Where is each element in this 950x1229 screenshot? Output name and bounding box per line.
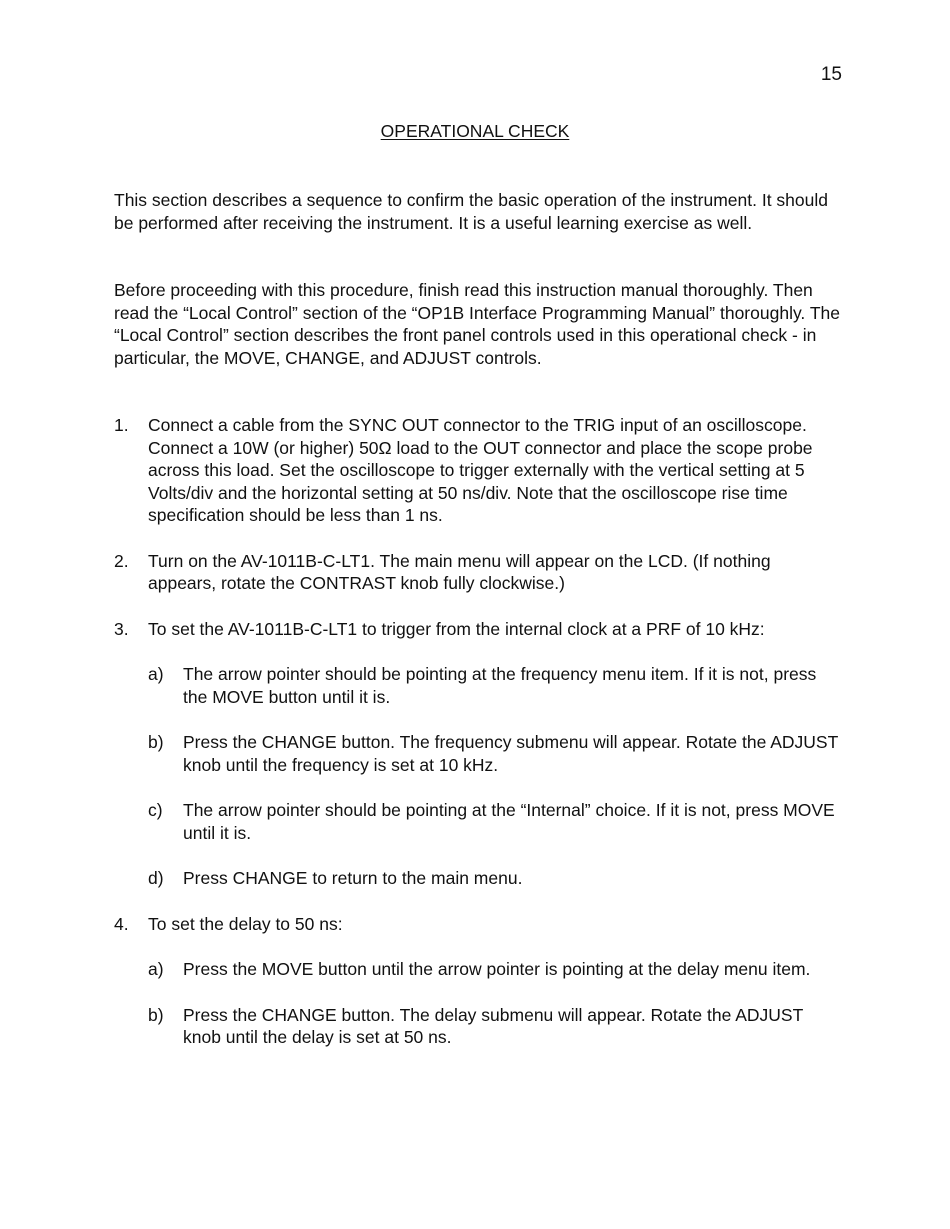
substep-letter: b) xyxy=(148,1004,164,1025)
substep-3d xyxy=(148,867,840,890)
step-text: To set the delay to 50 ns: xyxy=(148,913,343,934)
substep-3a xyxy=(148,663,840,708)
substep-list xyxy=(148,663,840,890)
substep-text: The arrow pointer should be pointing at the “Internal” choice. If it is not, press MOVE until it is. xyxy=(183,800,835,843)
step-text: Connect a cable from the SYNC OUT connector to the TRIG input of an oscilloscope. Connect a 10W (or higher) 50Ω load to the OUT connector and place the scope probe across this load. Set the oscilloscope to trigger externally with the vertical setting at 5 Volts/div and the horizontal setting at 50 ns/div. Note that the oscilloscope rise time specification should be less than 1 ns. xyxy=(148,415,813,525)
section-title xyxy=(0,121,950,142)
substep-text: Press the CHANGE button. The delay submenu will appear. Rotate the ADJUST knob until the delay is set at 50 ns. xyxy=(183,1004,803,1047)
prerequisite-paragraph: Before proceeding with this procedure, finish read this instruction manual thoroughly. Then read the “Local Control” section of the “OP1B Interface Programming Manual” thoroughly. The “Local Control” section describes the front panel controls used in this operational check - in particular, the MOVE, CHANGE, and ADJUST controls. xyxy=(114,280,840,368)
intro-paragraph: This section describes a sequence to confirm the basic operation of the instrument. It should be performed after receiving the instrument. It is a useful learning exercise as well. xyxy=(114,190,828,233)
substep-letter: a) xyxy=(148,664,164,684)
substep-letter: d) xyxy=(148,868,164,888)
step-number: 3. xyxy=(114,618,129,639)
substep-text: The arrow pointer should be pointing at the frequency menu item. If it is not, press the MOVE button until it is. xyxy=(183,664,817,707)
procedure-step-2 xyxy=(114,550,840,595)
step-number: 1. xyxy=(114,415,129,435)
substep-letter: a) xyxy=(148,959,164,979)
substep-text: Press the MOVE button until the arrow pointer is pointing at the delay menu item. xyxy=(183,959,811,979)
step-number: 4. xyxy=(114,913,129,934)
substep-list xyxy=(148,958,840,1049)
substep-3c xyxy=(148,799,840,844)
substep-3b xyxy=(148,731,840,776)
page-number: 15 xyxy=(820,64,842,85)
step-text: Turn on the AV-1011B-C-LT1. The main menu will appear on the LCD. (If nothing appears, rotate the CONTRAST knob fully clockwise.) xyxy=(148,550,771,593)
substep-text: Press CHANGE to return to the main menu. xyxy=(183,868,523,888)
substep-letter: b) xyxy=(148,732,164,752)
procedure-step-4 xyxy=(114,913,840,1049)
section-title-text: OPERATIONAL CHECK xyxy=(380,121,570,141)
procedure-step-3 xyxy=(114,618,840,890)
procedure-list xyxy=(114,414,840,1049)
substep-4b xyxy=(148,1004,840,1049)
step-number: 2. xyxy=(114,550,129,571)
substep-4a xyxy=(148,958,840,981)
procedure-step-1 xyxy=(114,414,840,527)
step-text: To set the AV-1011B-C-LT1 to trigger from the internal clock at a PRF of 10 kHz: xyxy=(148,618,765,639)
substep-text: Press the CHANGE button. The frequency submenu will appear. Rotate the ADJUST knob until the frequency is set at 10 kHz. xyxy=(183,732,838,775)
substep-letter: c) xyxy=(148,800,163,820)
